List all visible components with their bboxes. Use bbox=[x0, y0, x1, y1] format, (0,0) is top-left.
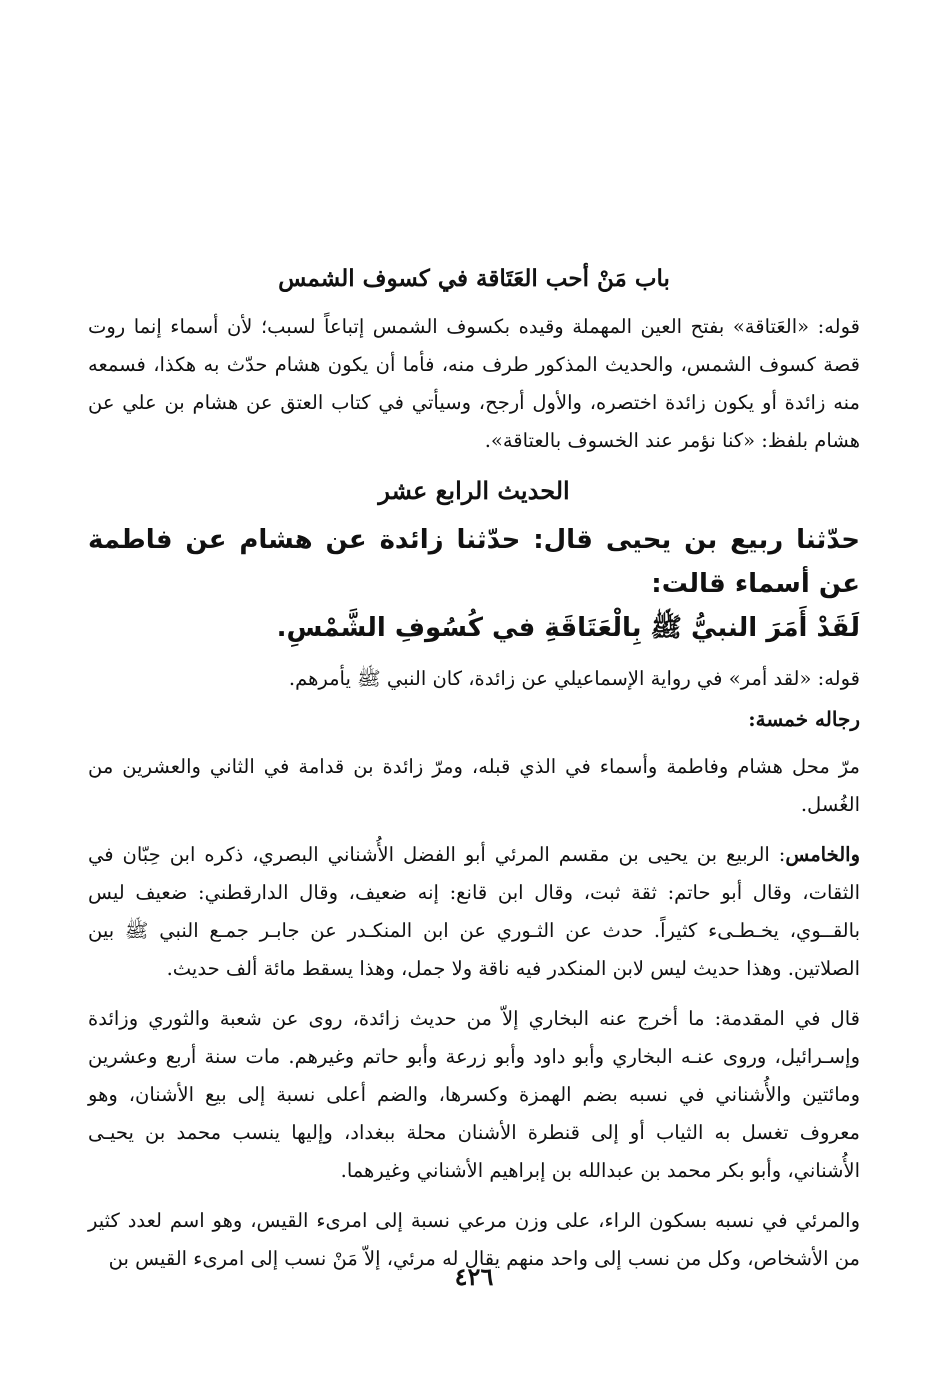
fifth-narrator-lead: والخامس bbox=[785, 843, 860, 866]
hadith-text bbox=[88, 518, 860, 650]
chapter-title: باب مَنْ أحب العَتَاقة في كسوف الشمس bbox=[278, 265, 670, 292]
hadith-matn: لَقَدْ أَمَرَ النبيُّ ﷺ بِالْعَتَاقَةِ في كُسُوفِ الشَّمْسِ. bbox=[276, 613, 860, 643]
narrators-label: رجاله خمسة: bbox=[748, 707, 860, 731]
fifth-narrator-text: : الربيع بن يحيى بن مقسم المرئي أبو الفضل الأُشناني البصري، ذكره ابن حِبّان في الثقات، وقال أبو حاتم: ثقة ثبت، وقال ابن قانع: إنه ضعيف، وقال الدارقطني: ضعيف ليس بالقــوي، يخـطـىء كثيراً. حدث عن الثـوري عن ابن المنكـدر عن جابـر جمـع النبي ﷺ بين الصلاتين. وهذا حديث ليس لابن المنكدر فيه ناقة ولا جمل، وهذا يسقط مائة ألف حديث. bbox=[88, 843, 860, 980]
intro-paragraph: قوله: «العَتاقة» بفتح العين المهملة وقيده بكسوف الشمس إتباعاً لسبب؛ لأن أسماء إنما روت قصة كسوف الشمس، والحديث المذكور طرف منه، فأما أن يكون هشام حدّث به هكذا، فسمعه منه زائدة أو يكون زائدة اختصره، والأول أرجح، وسيأتي في كتاب العتق عن هشام بن علي عن هشام بلفظ: «كنا نؤمر عند الخسوف بالعتاقة». bbox=[88, 315, 860, 452]
fifth-narrator-paragraph bbox=[88, 836, 860, 988]
hadith-isnad: حدّثنا ربيع بن يحيى قال: حدّثنا زائدة عن هشام عن فاطمة عن أسماء قالت: bbox=[88, 525, 860, 599]
hadith-heading: الحديث الرابع عشر bbox=[378, 476, 570, 505]
page-number: ٤٢٦ bbox=[454, 1262, 494, 1291]
marai-paragraph: والمرئي في نسبه بسكون الراء، على وزن مرعي نسبة إلى امرىء القيس، وهو اسم لعدد كثير من الأشخاص، وكل من نسب إلى واحد منهم يقال له مرئي، إلاّ مَنْ نسب إلى امرىء القيس بن bbox=[88, 1209, 860, 1270]
document-page bbox=[88, 262, 860, 1290]
hadith-comment: قوله: «لقد أمر» في رواية الإسماعيلي عن زائدة، كان النبي ﷺ يأمرهم. bbox=[288, 667, 860, 690]
muqaddima-paragraph: قال في المقدمة: ما أخرج عنه البخاري إلاّ من حديث زائدة، روى عن شعبة والثوري وزائدة وإسـرائيل، وروى عنـه البخاري وأبو داود وأبو زرعة وأبو حاتم وغيرهم. مات سنة أربع وعشرين ومائتين والأُشناني في نسبه بضم الهمزة وكسرها، والضم أعلى نسبة إلى بيع الأشنان، وهو معروف تغسل به الثياب أو إلى قنطرة الأشنان محلة ببغداد، وإليها ينسب محمد بن يحيـى الأُشناني، وأبو بكر محمد بن عبدالله بن إبراهيم الأشناني وغيرهما. bbox=[88, 1007, 860, 1182]
narrators-paragraph: مرّ محل هشام وفاطمة وأسماء في الذي قبله، ومرّ زائدة بن قدامة في الثاني والعشرين من الغُسل. bbox=[88, 755, 860, 816]
